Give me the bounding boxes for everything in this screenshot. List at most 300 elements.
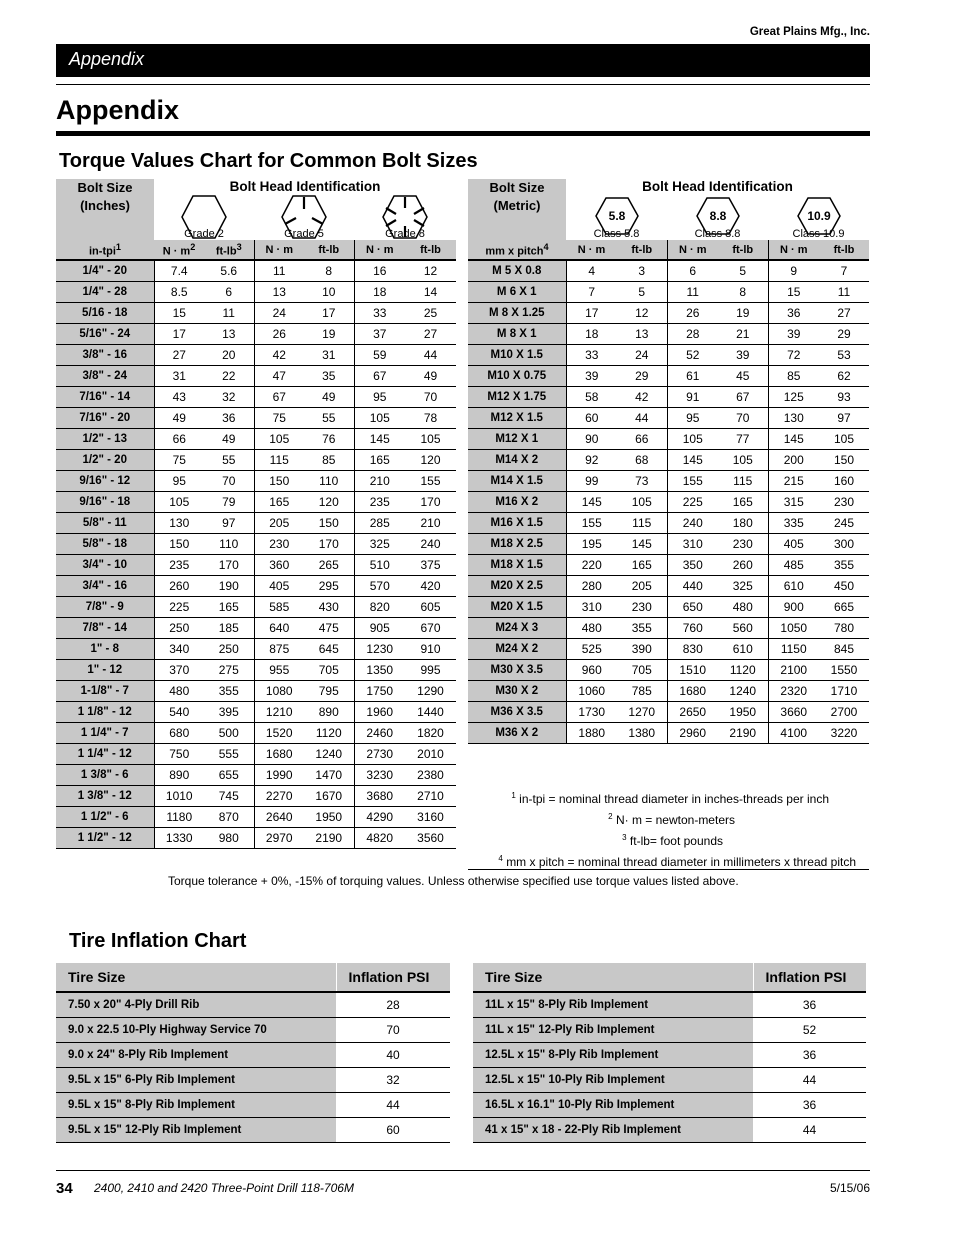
torque-value-cell: 2190 [718,722,768,743]
torque-value-cell: 53 [819,344,869,365]
torque-value-cell: 90 [566,428,617,449]
table-row [56,596,456,617]
bolt-size-cell: M20 X 2.5 [468,575,566,596]
torque-value-cell: 875 [254,638,304,659]
torque-value-cell: 2710 [405,785,456,806]
bolt-size-cell: M10 X 1.5 [468,344,566,365]
torque-value-cell: 165 [718,491,768,512]
table-row [56,1092,450,1117]
torque-value-cell: 4290 [354,806,405,827]
torque-value-cell: 745 [204,785,254,806]
table-row [468,281,869,302]
torque-value-cell: 230 [819,491,869,512]
torque-value-cell: 610 [718,638,768,659]
torque-value-cell: 21 [718,323,768,344]
torque-value-cell: 900 [768,596,819,617]
torque-value-cell: 35 [304,365,354,386]
footnote-2 [468,806,869,827]
class-mark: 8.8 [709,209,726,223]
torque-value-cell: 510 [354,554,405,575]
col-mm-pitch [468,240,566,260]
torque-value-cell: 105 [154,491,204,512]
table-row [56,428,456,449]
table-row [468,428,869,449]
table-row [468,344,869,365]
torque-value-cell: 6 [667,260,718,281]
torque-value-cell: 32 [204,386,254,407]
section-bar: Appendix [56,44,870,77]
torque-value-cell: 235 [154,554,204,575]
torque-value-cell: 5 [718,260,768,281]
bolt-size-cell: 1 3/8" - 12 [56,785,154,806]
tire-size-header: Tire Size [473,963,753,992]
torque-value-cell: 705 [304,659,354,680]
torque-value-cell: 45 [718,365,768,386]
torque-value-cell: 11 [254,260,304,281]
torque-value-cell: 49 [204,428,254,449]
grade-2-cell [154,194,254,240]
torque-value-cell: 910 [405,638,456,659]
tire-size-cell: 12.5L x 15" 10-Ply Rib Implement [473,1067,753,1092]
table-row [473,1017,866,1042]
bolt-size-cell: 7/8" - 14 [56,617,154,638]
torque-value-cell: 670 [405,617,456,638]
tire-size-header: Tire Size [56,963,336,992]
tire-table-left [56,963,450,1143]
metric-table-body [468,260,869,743]
torque-value-cell: 11 [667,281,718,302]
col-ftlb: ft-lb [405,240,456,260]
table-row [56,617,456,638]
torque-value-cell: 310 [667,533,718,554]
tire-size-cell: 12.5L x 15" 8-Ply Rib Implement [473,1042,753,1067]
torque-value-cell: 3230 [354,764,405,785]
torque-value-cell: 160 [819,470,869,491]
col-label: ft-lb [215,245,237,258]
tire-size-cell: 16.5L x 16.1" 10-Ply Rib Implement [473,1092,753,1117]
torque-value-cell: 115 [617,512,667,533]
torque-value-cell: 235 [354,491,405,512]
torque-value-cell: 145 [667,449,718,470]
torque-value-cell: 340 [154,638,204,659]
torque-value-cell: 9 [768,260,819,281]
torque-value-cell: 1680 [254,743,304,764]
bolt-size-label: Bolt Size [489,180,545,195]
torque-value-cell: 15 [768,281,819,302]
torque-value-cell: 36 [768,302,819,323]
torque-value-cell: 115 [254,449,304,470]
table-row [56,575,456,596]
tire-chart-title: Tire Inflation Chart [69,930,247,952]
tire-table-right-body [473,992,866,1142]
torque-value-cell: 3160 [405,806,456,827]
torque-value-cell: 105 [819,428,869,449]
torque-value-cell: 95 [667,407,718,428]
page-number: 34 [56,1180,73,1197]
torque-value-cell: 225 [154,596,204,617]
torque-value-cell: 300 [819,533,869,554]
inflation-psi-cell: 70 [336,1017,450,1042]
table-row [468,596,869,617]
torque-value-cell: 1730 [566,701,617,722]
torque-value-cell: 760 [667,617,718,638]
table-row [473,1042,866,1067]
inflation-psi-cell: 44 [336,1092,450,1117]
torque-value-cell: 12 [405,260,456,281]
torque-value-cell: 77 [718,428,768,449]
torque-value-cell: 2650 [667,701,718,722]
torque-value-cell: 1270 [617,701,667,722]
torque-value-cell: 245 [819,512,869,533]
torque-value-cell: 31 [154,365,204,386]
col-nm: N · m [667,240,718,260]
torque-value-cell: 1080 [254,680,304,701]
torque-value-cell: 355 [204,680,254,701]
table-row [468,365,869,386]
torque-value-cell: 165 [204,596,254,617]
torque-value-cell: 105 [354,407,405,428]
torque-value-cell: 4820 [354,827,405,848]
torque-value-cell: 150 [254,470,304,491]
bolt-size-cell: 1/4" - 20 [56,260,154,281]
torque-value-cell: 78 [405,407,456,428]
torque-value-cell: 1350 [354,659,405,680]
torque-value-cell: 155 [405,470,456,491]
torque-value-cell: 15 [154,302,204,323]
class-5-8-cell [566,194,667,240]
class-10-9-cell [768,194,869,240]
torque-value-cell: 195 [566,533,617,554]
bolt-size-cell: M14 X 2 [468,449,566,470]
grade-label: Grade 5 [284,228,324,240]
inflation-psi-cell: 36 [753,1092,866,1117]
torque-value-cell: 310 [566,596,617,617]
company-name: Great Plains Mfg., Inc. [749,26,870,38]
torque-value-cell: 475 [304,617,354,638]
footnote-mark: 1 [511,791,516,800]
bolt-size-cell: 5/16" - 24 [56,323,154,344]
bolt-size-cell: M 6 X 1 [468,281,566,302]
torque-value-cell: 350 [667,554,718,575]
torque-value-cell: 555 [204,743,254,764]
torque-value-cell: 3 [617,260,667,281]
table-row [56,659,456,680]
table-row [56,785,456,806]
torque-value-cell: 480 [566,617,617,638]
document-title: 2400, 2410 and 2420 Three-Point Drill 118-706M [94,1181,354,1195]
torque-value-cell: 39 [566,365,617,386]
bolt-size-cell: 3/8" - 16 [56,344,154,365]
torque-value-cell: 60 [566,407,617,428]
bolt-size-cell: M30 X 2 [468,680,566,701]
table-row [56,512,456,533]
torque-value-cell: 70 [405,386,456,407]
bolt-size-cell: 5/8" - 11 [56,512,154,533]
torque-value-cell: 210 [405,512,456,533]
bolt-size-cell: 1 1/2" - 6 [56,806,154,827]
table-row [56,554,456,575]
bolt-size-cell: 3/4" - 16 [56,575,154,596]
torque-value-cell: 110 [304,470,354,491]
torque-value-cell: 3660 [768,701,819,722]
bolt-size-unit: (Metric) [493,198,541,213]
torque-value-cell: 145 [566,491,617,512]
torque-value-cell: 780 [819,617,869,638]
tire-size-cell: 9.5L x 15" 8-Ply Rib Implement [56,1092,336,1117]
torque-value-cell: 845 [819,638,869,659]
inflation-psi-header: Inflation PSI [753,963,866,992]
torque-value-cell: 59 [354,344,405,365]
grade-label: Grade 2 [184,228,224,240]
footnote-text: ft-lb= foot pounds [629,834,723,848]
torque-value-cell: 47 [254,365,304,386]
torque-value-cell: 49 [304,386,354,407]
torque-value-cell: 1680 [667,680,718,701]
table-row [56,743,456,764]
torque-value-cell: 105 [405,428,456,449]
torque-value-cell: 230 [254,533,304,554]
torque-value-cell: 1750 [354,680,405,701]
torque-value-cell: 335 [768,512,819,533]
bolt-size-cell: 1-1/8" - 7 [56,680,154,701]
torque-value-cell: 75 [254,407,304,428]
col-nm: N · m [566,240,617,260]
bolt-size-cell: M 5 X 0.8 [468,260,566,281]
table-row [468,491,869,512]
torque-value-cell: 2010 [405,743,456,764]
col-label: mm x pitch [485,245,544,258]
bolt-size-cell: M 8 X 1.25 [468,302,566,323]
torque-value-cell: 150 [154,533,204,554]
torque-value-cell: 375 [405,554,456,575]
torque-value-cell: 1230 [354,638,405,659]
torque-value-cell: 145 [354,428,405,449]
table-row [468,617,869,638]
torque-value-cell: 3220 [819,722,869,743]
torque-value-cell: 155 [566,512,617,533]
table-row [468,386,869,407]
torque-value-cell: 27 [405,323,456,344]
torque-value-cell: 165 [354,449,405,470]
torque-value-cell: 2380 [405,764,456,785]
torque-value-cell: 17 [154,323,204,344]
inflation-psi-cell: 28 [336,992,450,1017]
table-row [56,260,456,281]
torque-value-cell: 650 [667,596,718,617]
col-nm [154,240,204,260]
torque-tolerance-note: Torque tolerance + 0%, -15% of torquing values. Unless otherwise specified use torque values listed above. [168,874,739,888]
bolt-size-cell: 1 1/4" - 12 [56,743,154,764]
footnote-text: in-tpi = nominal thread diameter in inches-threads per inch [519,792,829,806]
torque-value-cell: 3680 [354,785,405,806]
torque-value-cell: 19 [718,302,768,323]
torque-value-cell: 28 [667,323,718,344]
torque-value-cell: 295 [304,575,354,596]
torque-value-cell: 22 [204,365,254,386]
torque-value-cell: 19 [304,323,354,344]
torque-value-cell: 20 [204,344,254,365]
footer-divider [56,1170,870,1171]
bolt-size-cell: 7/16" - 14 [56,386,154,407]
torque-value-cell: 1060 [566,680,617,701]
torque-value-cell: 79 [204,491,254,512]
torque-value-cell: 13 [617,323,667,344]
table-row [468,302,869,323]
footnote-mark: 3 [236,241,242,252]
torque-value-cell: 7 [819,260,869,281]
torque-value-cell: 155 [667,470,718,491]
class-mark: 5.8 [608,209,625,223]
bolt-size-cell: M30 X 3.5 [468,659,566,680]
torque-value-cell: 325 [354,533,405,554]
inflation-psi-cell: 36 [753,1042,866,1067]
torque-value-cell: 66 [617,428,667,449]
torque-value-cell: 355 [819,554,869,575]
bolt-size-cell: 7/16" - 20 [56,407,154,428]
torque-value-cell: 395 [204,701,254,722]
torque-value-cell: 36 [204,407,254,428]
torque-value-cell: 280 [566,575,617,596]
inflation-psi-cell: 40 [336,1042,450,1067]
torque-value-cell: 1550 [819,659,869,680]
inflation-psi-cell: 44 [753,1117,866,1142]
bolt-size-cell: 1 3/8" - 6 [56,764,154,785]
table-row [468,323,869,344]
torque-value-cell: 10 [304,281,354,302]
bolt-size-cell: M12 X 1.75 [468,386,566,407]
torque-value-cell: 75 [154,449,204,470]
page-title: Appendix [56,95,180,125]
torque-value-cell: 1990 [254,764,304,785]
torque-value-cell: 93 [819,386,869,407]
torque-value-cell: 11 [204,302,254,323]
torque-value-cell: 640 [254,617,304,638]
table-row [56,1117,450,1142]
torque-value-cell: 13 [254,281,304,302]
torque-value-cell: 2320 [768,680,819,701]
torque-value-cell: 72 [768,344,819,365]
torque-value-cell: 44 [405,344,456,365]
torque-value-cell: 115 [718,470,768,491]
torque-value-cell: 105 [617,491,667,512]
class-label: Class 8.8 [694,228,741,240]
torque-value-cell: 2700 [819,701,869,722]
torque-value-cell: 1290 [405,680,456,701]
bolt-size-cell: M12 X 1 [468,428,566,449]
torque-value-cell: 230 [617,596,667,617]
col-ftlb: ft-lb [617,240,667,260]
divider [56,131,870,136]
bolt-size-cell: 9/16" - 18 [56,491,154,512]
table-row [468,701,869,722]
col-nm: N · m [354,240,405,260]
torque-value-cell: 85 [768,365,819,386]
torque-value-cell: 120 [405,449,456,470]
torque-value-cell: 24 [254,302,304,323]
torque-value-cell: 210 [354,470,405,491]
table-row [468,680,869,701]
torque-value-cell: 1240 [304,743,354,764]
torque-value-cell: 91 [667,386,718,407]
torque-value-cell: 250 [154,617,204,638]
torque-value-cell: 430 [304,596,354,617]
torque-value-cell: 95 [354,386,405,407]
tire-table-right [473,963,866,1143]
torque-value-cell: 5 [617,281,667,302]
torque-value-cell: 585 [254,596,304,617]
torque-value-cell: 870 [204,806,254,827]
table-row [56,491,456,512]
bolt-size-cell: M10 X 0.75 [468,365,566,386]
torque-value-cell: 260 [154,575,204,596]
torque-value-cell: 52 [667,344,718,365]
torque-value-cell: 570 [354,575,405,596]
bolt-size-cell: 1 1/4" - 7 [56,722,154,743]
torque-value-cell: 76 [304,428,354,449]
bolt-size-cell: 5/8" - 18 [56,533,154,554]
torque-value-cell: 905 [354,617,405,638]
torque-value-cell: 105 [667,428,718,449]
col-ftlb: ft-lb [304,240,354,260]
table-row [468,512,869,533]
torque-value-cell: 150 [304,512,354,533]
torque-value-cell: 1330 [154,827,204,848]
torque-value-cell: 995 [405,659,456,680]
table-row [468,722,869,743]
footnote-mark: 2 [190,241,196,252]
torque-value-cell: 37 [354,323,405,344]
grade-5-cell [254,194,354,240]
torque-value-cell: 8.5 [154,281,204,302]
table-row [56,449,456,470]
bolt-size-cell: M24 X 2 [468,638,566,659]
torque-value-cell: 165 [617,554,667,575]
divider [56,84,870,85]
grade-8-cell [354,194,456,240]
torque-value-cell: 355 [617,617,667,638]
table-row [468,554,869,575]
torque-value-cell: 1150 [768,638,819,659]
torque-value-cell: 1510 [667,659,718,680]
torque-value-cell: 390 [617,638,667,659]
torque-value-cell: 170 [204,554,254,575]
torque-value-cell: 5.6 [204,260,254,281]
bolt-size-cell: 1 1/2" - 12 [56,827,154,848]
bolt-size-cell: M14 X 1.5 [468,470,566,491]
torque-value-cell: 14 [405,281,456,302]
torque-value-cell: 980 [204,827,254,848]
torque-value-cell: 795 [304,680,354,701]
inflation-psi-header: Inflation PSI [336,963,450,992]
torque-value-cell: 67 [354,365,405,386]
inflation-psi-cell: 36 [753,992,866,1017]
torque-value-cell: 960 [566,659,617,680]
bolt-size-cell: 1/2" - 20 [56,449,154,470]
torque-value-cell: 85 [304,449,354,470]
torque-value-cell: 42 [254,344,304,365]
torque-value-cell: 16 [354,260,405,281]
torque-value-cell: 240 [667,512,718,533]
bolt-size-unit: (Inches) [80,198,130,213]
bolt-size-cell: 3/4" - 10 [56,554,154,575]
torque-value-cell: 820 [354,596,405,617]
torque-chart-title: Torque Values Chart for Common Bolt Sizes [59,150,478,172]
torque-value-cell: 12 [617,302,667,323]
bolt-head-id-header: Bolt Head Identification [642,179,793,194]
torque-value-cell: 145 [617,533,667,554]
torque-value-cell: 170 [405,491,456,512]
torque-value-cell: 185 [204,617,254,638]
